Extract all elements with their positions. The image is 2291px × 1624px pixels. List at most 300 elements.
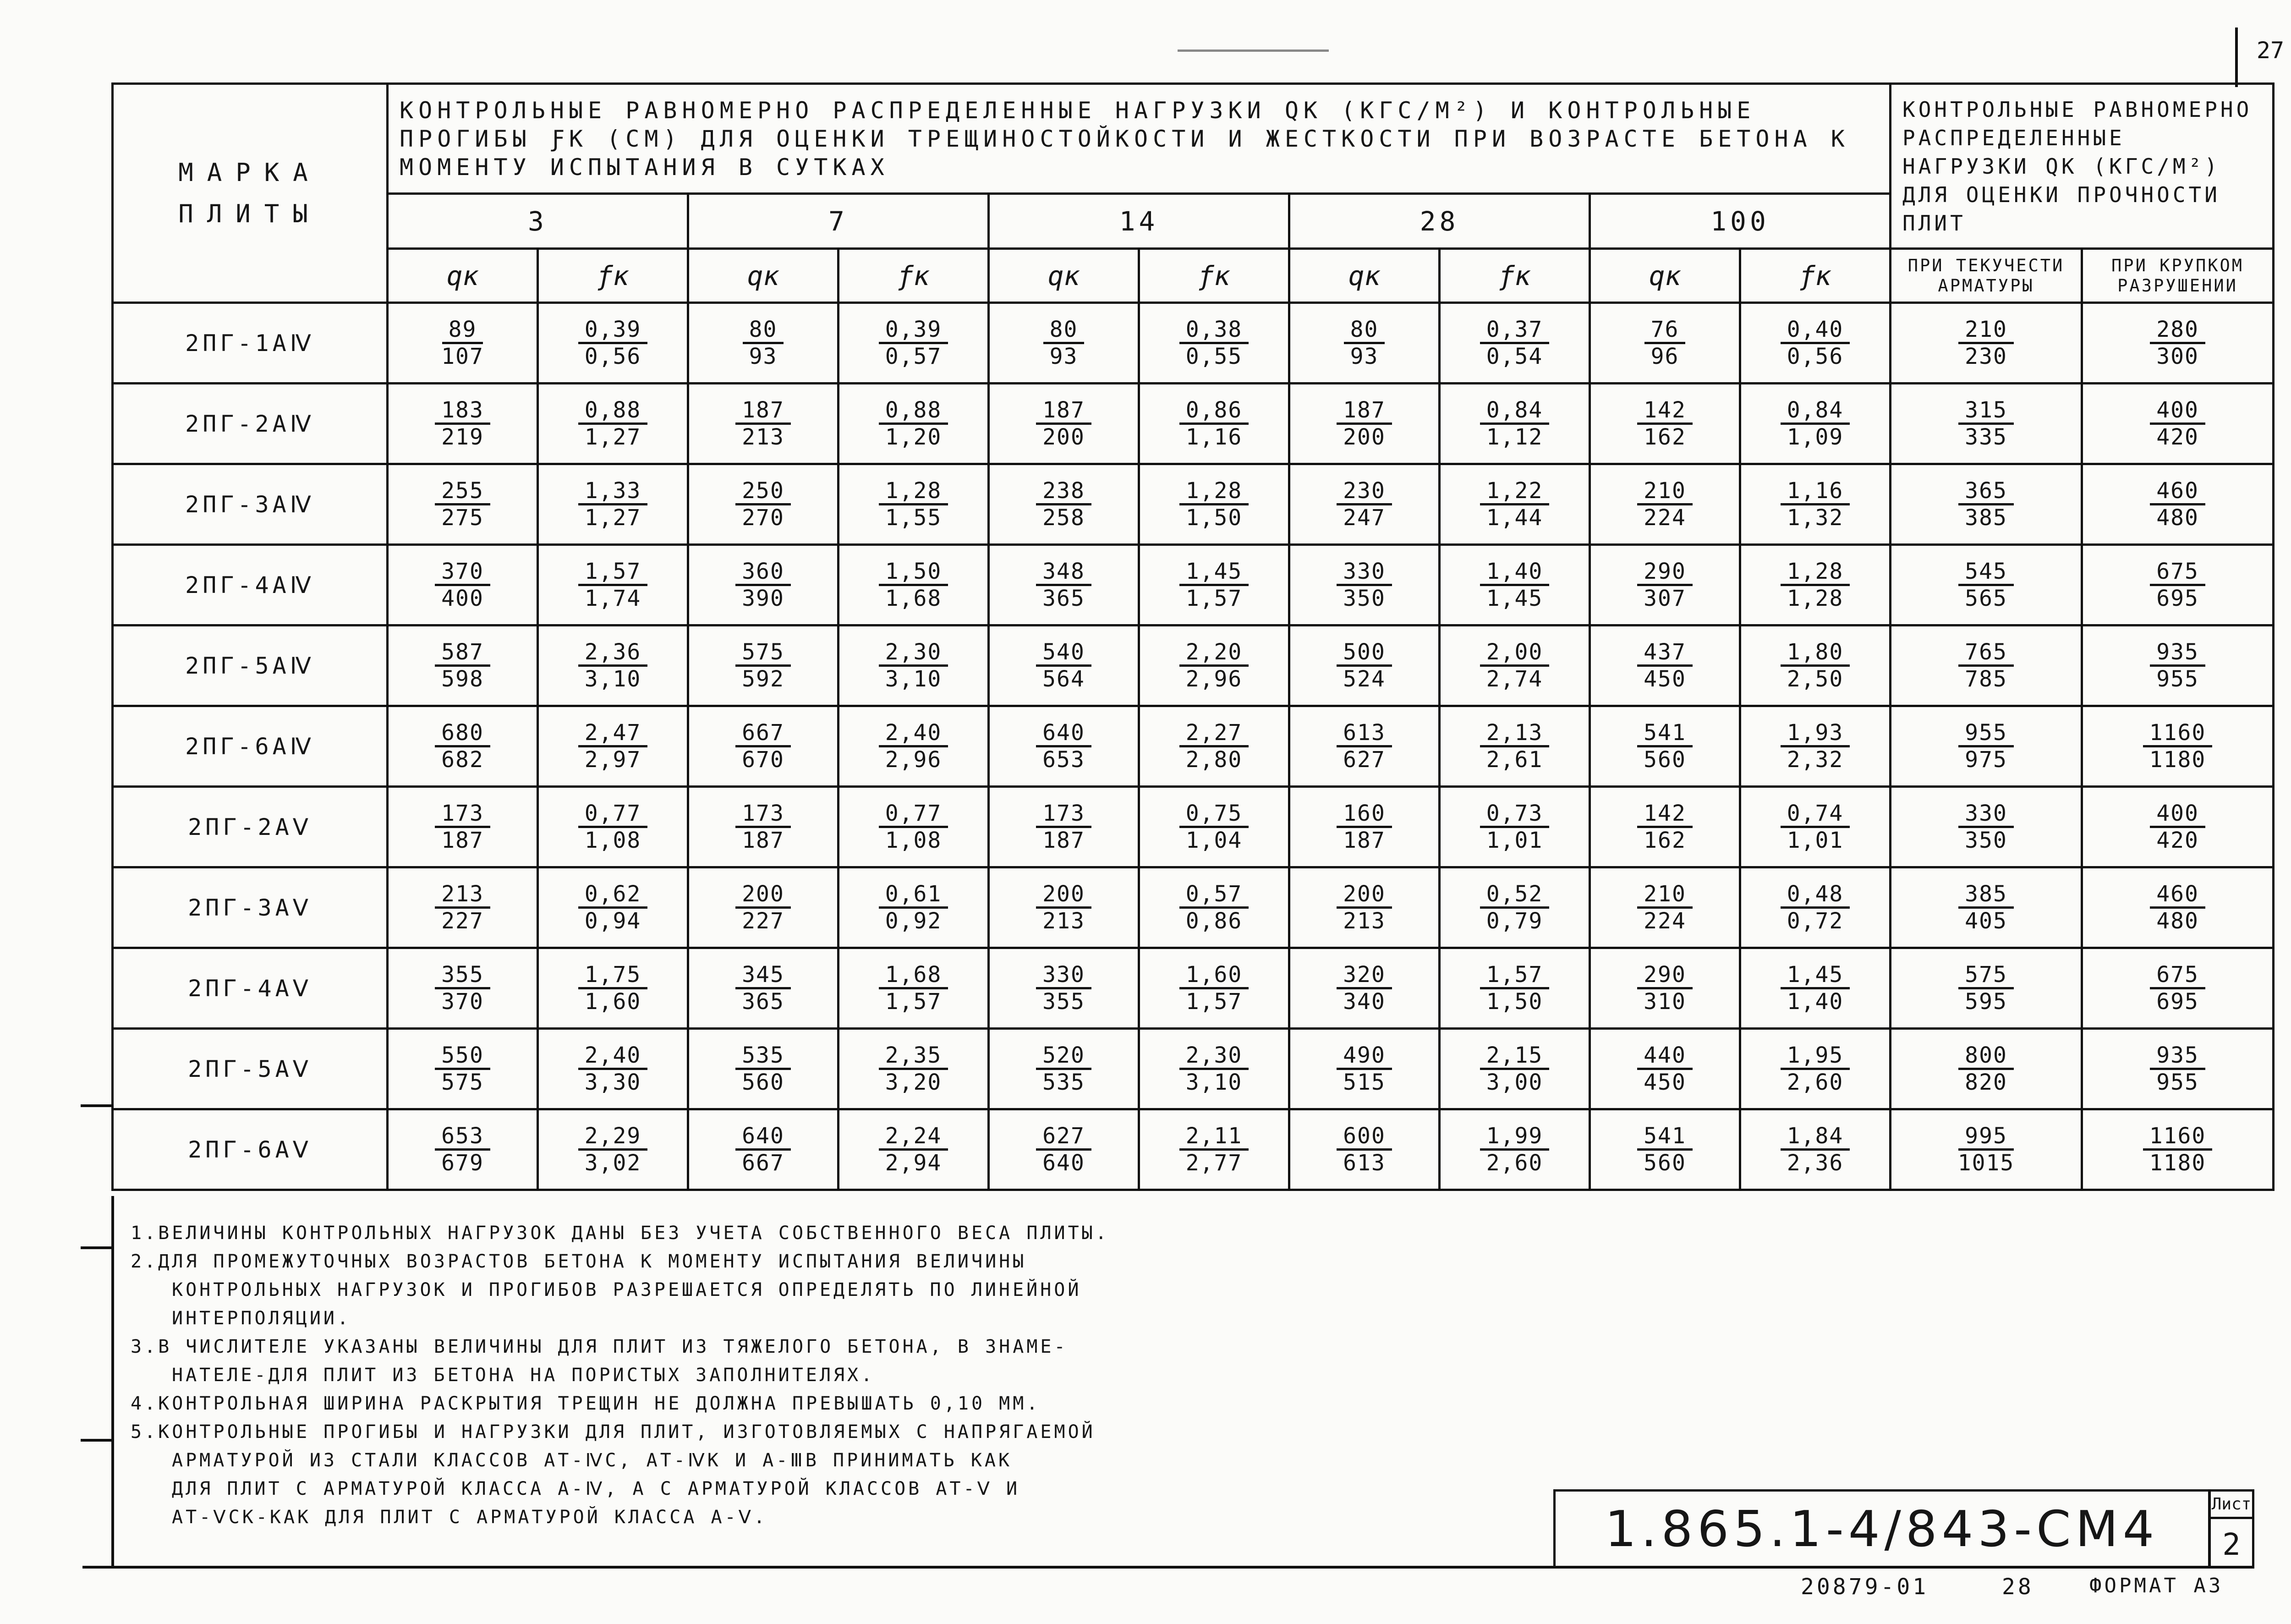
numerator: 400 [2150, 398, 2205, 425]
fraction-value [1344, 317, 1385, 369]
fraction-value [2150, 882, 2205, 933]
numerator: 2,20 [1179, 640, 1249, 667]
fraction-value [1480, 559, 1550, 611]
numerator: 173 [1036, 801, 1091, 828]
inventory-code: 20879-01 [1801, 1574, 1929, 1600]
denominator: 187 [1042, 828, 1085, 853]
numerator: 348 [1036, 559, 1091, 586]
fraction-value [1179, 317, 1249, 369]
numerator: 80 [743, 317, 784, 344]
table-cell [989, 545, 1139, 625]
denominator: 1,40 [1787, 989, 1844, 1015]
table-cell [538, 706, 688, 787]
fraction-value [879, 478, 948, 530]
table-body [113, 303, 2274, 1190]
table-row [113, 545, 2274, 625]
sheet-box [2209, 1489, 2254, 1567]
denominator: 679 [441, 1150, 484, 1176]
denominator: 213 [1042, 908, 1085, 934]
row-label: 2ПГ-6АⅤ [113, 1109, 388, 1190]
denominator: 3,10 [885, 666, 942, 692]
numerator: 550 [435, 1043, 490, 1070]
fraction-value [1480, 1124, 1550, 1175]
q-header: qк [388, 249, 538, 303]
numerator: 330 [1337, 559, 1392, 586]
table-cell [1590, 948, 1740, 1029]
table-cell [1590, 1029, 1740, 1109]
fraction-value [1036, 962, 1091, 1014]
fraction-value [2150, 640, 2205, 691]
table-cell [1289, 464, 1440, 545]
sheet-number: 27 [2256, 37, 2285, 64]
table-cell [839, 867, 989, 948]
fraction-value [1337, 640, 1392, 691]
document-designation: 1.865.1-4/843-СМ4 [1553, 1489, 2210, 1567]
numerator: 0,74 [1781, 801, 1850, 828]
frame-bottom-rule [82, 1566, 2254, 1569]
q-header: qк [688, 249, 839, 303]
denominator: 450 [1644, 666, 1686, 692]
denominator: 258 [1042, 505, 1085, 531]
table-cell [1440, 867, 1590, 948]
denominator: 598 [441, 666, 484, 692]
note-line: АТ-ⅤСК-КАК ДЛЯ ПЛИТ С АРМАТУРОЙ КЛАССА А-Ⅴ. [172, 1507, 768, 1528]
fraction-value [1179, 962, 1249, 1014]
numerator: 76 [1644, 317, 1686, 344]
table-cell [1891, 303, 2082, 384]
numerator: 2,13 [1480, 720, 1550, 747]
fraction-value [1637, 720, 1693, 772]
numerator: 765 [1958, 640, 2014, 667]
fraction-value [1958, 720, 2014, 772]
fraction-value [879, 720, 948, 772]
fraction-value [1179, 398, 1249, 450]
denominator: 2,77 [1185, 1150, 1243, 1176]
denominator: 524 [1343, 666, 1386, 692]
denominator: 2,80 [1185, 747, 1243, 773]
denominator: 355 [1042, 989, 1085, 1015]
denominator: 385 [1965, 505, 2007, 531]
row-label: 2ПГ-3АⅤ [113, 867, 388, 948]
denominator: 0,94 [584, 908, 641, 934]
fraction-value [879, 882, 948, 933]
row-label: 2ПГ-4АⅣ [113, 545, 388, 625]
fraction-value [1179, 1124, 1249, 1175]
table-cell [1289, 948, 1440, 1029]
age-header: 14 [989, 194, 1289, 249]
table-row [113, 384, 2274, 464]
fraction-value [735, 559, 791, 611]
fraction-value [1958, 317, 2014, 369]
numerator: 290 [1637, 559, 1693, 586]
denominator: 307 [1644, 586, 1686, 611]
table-row [113, 706, 2274, 787]
denominator: 3,10 [584, 666, 641, 692]
fraction-value [735, 398, 791, 450]
age-header: 7 [688, 194, 989, 249]
note-item [131, 1247, 1166, 1333]
numerator: 1,45 [1781, 962, 1850, 989]
table-cell [1289, 384, 1440, 464]
table-cell [989, 948, 1139, 1029]
table-cell [839, 1029, 989, 1109]
marka-header: МАРКА ПЛИТЫ [113, 84, 388, 303]
denominator: 560 [1644, 747, 1686, 773]
fraction-value [879, 1043, 948, 1095]
numerator: 0,75 [1179, 801, 1249, 828]
denominator: 0,56 [584, 344, 641, 369]
fraction-value [435, 317, 490, 369]
denominator: 420 [2156, 828, 2199, 853]
denominator: 2,97 [584, 747, 641, 773]
note-item [131, 1333, 1166, 1389]
denominator: 187 [742, 828, 784, 853]
table-cell [1440, 625, 1590, 706]
denominator: 480 [2156, 505, 2199, 531]
row-label: 2ПГ-4АⅤ [113, 948, 388, 1029]
table-cell [1740, 948, 1891, 1029]
failure-header: ПРИ КРУПКОМ РАЗРУШЕНИИ [2082, 249, 2274, 303]
denominator: 1,01 [1787, 828, 1844, 853]
denominator: 1,27 [584, 505, 641, 531]
denominator: 107 [441, 344, 484, 369]
top-dash-mark [1178, 49, 1329, 52]
fraction-value [578, 1124, 648, 1175]
fraction-value [578, 801, 648, 853]
fraction-value [1337, 720, 1392, 772]
numerator: 490 [1337, 1043, 1392, 1070]
table-cell [989, 303, 1139, 384]
yield-header: ПРИ ТЕКУЧЕСТИ АРМАТУРЫ [1891, 249, 2082, 303]
table-cell [1440, 1029, 1590, 1109]
numerator: 600 [1337, 1124, 1392, 1151]
denominator: 247 [1343, 505, 1386, 531]
numerator: 440 [1637, 1043, 1693, 1070]
numerator: 520 [1036, 1043, 1091, 1070]
numerator: 935 [2150, 1043, 2205, 1070]
denominator: 595 [1965, 989, 2007, 1015]
fraction-value [735, 478, 791, 530]
denominator: 695 [2156, 586, 2199, 611]
fraction-value [1644, 317, 1686, 369]
denominator: 162 [1644, 828, 1686, 853]
fraction-value [1179, 720, 1249, 772]
note-number: 3. [131, 1336, 159, 1357]
row-label: 2ПГ-5АⅣ [113, 625, 388, 706]
table-cell [1891, 787, 2082, 867]
numerator: 2,30 [1179, 1043, 1249, 1070]
numerator: 1,16 [1781, 478, 1850, 505]
fraction-value [578, 317, 648, 369]
age-header: 28 [1289, 194, 1590, 249]
fraction-value [1637, 1043, 1693, 1095]
table-cell [388, 384, 538, 464]
numerator: 2,00 [1480, 640, 1550, 667]
notes [131, 1219, 1166, 1531]
numerator: 0,73 [1480, 801, 1550, 828]
denominator: 592 [742, 666, 784, 692]
fraction-value [1781, 398, 1850, 450]
numerator: 675 [2150, 962, 2205, 989]
fraction-value [578, 559, 648, 611]
row-label: 2ПГ-1АⅣ [113, 303, 388, 384]
numerator: 250 [735, 478, 791, 505]
table-cell [839, 384, 989, 464]
fraction-value [1480, 801, 1550, 853]
margin-tick [81, 1246, 113, 1249]
table-row [113, 948, 2274, 1029]
numerator: 0,84 [1781, 398, 1850, 425]
fraction-value [1958, 478, 2014, 530]
table-cell [1139, 867, 1289, 948]
denominator: 335 [1965, 424, 2007, 450]
denominator: 560 [1644, 1150, 1686, 1176]
f-header: ƒк [839, 249, 989, 303]
fraction-value [2150, 478, 2205, 530]
fraction-value [1179, 559, 1249, 611]
table-cell [1891, 625, 2082, 706]
numerator: 2,15 [1480, 1043, 1550, 1070]
note-item [131, 1219, 1166, 1247]
numerator: 1,28 [879, 478, 948, 505]
denominator: 1,16 [1185, 424, 1243, 450]
note-number: 1. [131, 1223, 159, 1244]
fraction-value [1781, 478, 1850, 530]
fraction-value [1043, 317, 1085, 369]
margin-tick [81, 1104, 113, 1107]
table-cell [1139, 706, 1289, 787]
denominator: 2,61 [1486, 747, 1543, 773]
table-cell [2082, 625, 2274, 706]
table-row [113, 1029, 2274, 1109]
table-cell [839, 625, 989, 706]
numerator: 2,24 [879, 1124, 948, 1151]
numerator: 1,57 [578, 559, 648, 586]
fraction-value [1637, 962, 1693, 1014]
table-cell [1891, 464, 2082, 545]
table-cell [538, 545, 688, 625]
table-cell [1440, 1109, 1590, 1190]
note-line: НАТЕЛЕ-ДЛЯ ПЛИТ ИЗ БЕТОНА НА ПОРИСТЫХ ЗАПОЛНИТЕЛЯХ. [172, 1365, 875, 1386]
denominator: 955 [2156, 666, 2199, 692]
numerator: 680 [435, 720, 490, 747]
fraction-value [1337, 1043, 1392, 1095]
fraction-value [1337, 398, 1392, 450]
table-cell [839, 1109, 989, 1190]
numerator: 0,40 [1781, 317, 1850, 344]
denominator: 695 [2156, 989, 2199, 1015]
denominator: 162 [1644, 424, 1686, 450]
numerator: 230 [1337, 478, 1392, 505]
table-cell [538, 948, 688, 1029]
numerator: 0,57 [1179, 882, 1249, 909]
fraction-value [1036, 559, 1091, 611]
table-cell [2082, 787, 2274, 867]
numerator: 80 [1344, 317, 1385, 344]
numerator: 1160 [2143, 720, 2213, 747]
numerator: 210 [1637, 882, 1693, 909]
numerator: 0,84 [1480, 398, 1550, 425]
denominator: 230 [1965, 344, 2007, 369]
denominator: 2,36 [1787, 1150, 1844, 1176]
table-cell [1740, 545, 1891, 625]
numerator: 575 [735, 640, 791, 667]
table-row [113, 303, 2274, 384]
fraction-value [1480, 882, 1550, 933]
fraction-value [2150, 801, 2205, 853]
fraction-value [1036, 882, 1091, 933]
table-cell [1590, 706, 1740, 787]
table-cell [688, 545, 839, 625]
numerator: 330 [1036, 962, 1091, 989]
table-cell [2082, 303, 2274, 384]
denominator: 450 [1644, 1070, 1686, 1095]
denominator: 1,08 [885, 828, 942, 853]
denominator: 400 [441, 586, 484, 611]
numerator: 1,75 [578, 962, 648, 989]
denominator: 1,28 [1787, 586, 1844, 611]
margin-tick [81, 1439, 113, 1442]
table-cell [1440, 384, 1590, 464]
numerator: 1,99 [1480, 1124, 1550, 1151]
fraction-value [1480, 1043, 1550, 1095]
numerator: 200 [1036, 882, 1091, 909]
numerator: 290 [1637, 962, 1693, 989]
table-cell [1139, 625, 1289, 706]
footer-code [1801, 1574, 2034, 1600]
numerator: 653 [435, 1124, 490, 1151]
fraction-value [435, 398, 490, 450]
table-cell [989, 1029, 1139, 1109]
note-item [131, 1389, 1166, 1418]
denominator: 565 [1965, 586, 2007, 611]
fraction-value [1337, 962, 1392, 1014]
table-cell [839, 706, 989, 787]
numerator: 320 [1337, 962, 1392, 989]
table-cell [1590, 867, 1740, 948]
fraction-value [2150, 559, 2205, 611]
table-cell [839, 545, 989, 625]
fraction-value [879, 398, 948, 450]
table-cell [2082, 464, 2274, 545]
denominator: 653 [1042, 747, 1085, 773]
row-label: 2ПГ-6АⅣ [113, 706, 388, 787]
numerator: 360 [735, 559, 791, 586]
table-row [113, 625, 2274, 706]
fraction-value [1337, 1124, 1392, 1175]
denominator: 200 [1343, 424, 1386, 450]
denominator: 96 [1650, 344, 1679, 369]
table-cell [1139, 545, 1289, 625]
row-label: 2ПГ-2АⅤ [113, 787, 388, 867]
denominator: 1,50 [1185, 505, 1243, 531]
table-cell [989, 706, 1139, 787]
numerator: 627 [1036, 1124, 1091, 1151]
numerator: 2,47 [578, 720, 648, 747]
denominator: 975 [1965, 747, 2007, 773]
table-cell [688, 867, 839, 948]
fraction-value [1958, 882, 2014, 933]
fraction-value [735, 1043, 791, 1095]
numerator: 2,40 [578, 1043, 648, 1070]
denominator: 93 [1049, 344, 1078, 369]
table-cell [388, 464, 538, 545]
numerator: 0,62 [578, 882, 648, 909]
fraction-value [879, 317, 948, 369]
numerator: 0,38 [1179, 317, 1249, 344]
table-cell [1289, 1109, 1440, 1190]
numerator: 535 [735, 1043, 791, 1070]
fraction-value [735, 720, 791, 772]
numerator: 0,39 [879, 317, 948, 344]
table-cell [1289, 625, 1440, 706]
fraction-value [1781, 720, 1850, 772]
denominator: 213 [742, 424, 784, 450]
fraction-value [1179, 478, 1249, 530]
denominator: 227 [742, 908, 784, 934]
denominator: 627 [1343, 747, 1386, 773]
fraction-value [1637, 640, 1693, 691]
fraction-value [1781, 962, 1850, 1014]
numerator: 1,57 [1480, 962, 1550, 989]
note-number: 5. [131, 1421, 159, 1443]
numerator: 2,40 [879, 720, 948, 747]
numerator: 210 [1637, 478, 1693, 505]
denominator: 275 [441, 505, 484, 531]
denominator: 300 [2156, 344, 2199, 369]
denominator: 405 [1965, 908, 2007, 934]
q-header: qк [989, 249, 1139, 303]
table-cell [538, 625, 688, 706]
corner-rule [2235, 27, 2238, 87]
fraction-value [578, 962, 648, 1014]
numerator: 587 [435, 640, 490, 667]
fraction-value [1637, 801, 1693, 853]
fraction-value [578, 720, 648, 772]
table-row [113, 464, 2274, 545]
denominator: 365 [1042, 586, 1085, 611]
table-cell [1289, 1029, 1440, 1109]
numerator: 0,88 [578, 398, 648, 425]
denominator: 1,60 [584, 989, 641, 1015]
numerator: 545 [1958, 559, 2014, 586]
denominator: 310 [1644, 989, 1686, 1015]
denominator: 3,00 [1486, 1070, 1543, 1095]
fraction-value [1781, 640, 1850, 691]
note-line: ДЛЯ ПРОМЕЖУТОЧНЫХ ВОЗРАСТОВ БЕТОНА К МОМЕНТУ ИСПЫТАНИЯ ВЕЛИЧИНЫ [158, 1251, 1027, 1272]
numerator: 1,45 [1179, 559, 1249, 586]
table-cell [1740, 625, 1891, 706]
numerator: 935 [2150, 640, 2205, 667]
table-cell [688, 625, 839, 706]
numerator: 210 [1958, 317, 2014, 344]
note-line: ВЕЛИЧИНЫ КОНТРОЛЬНЫХ НАГРУЗОК ДАНЫ БЕЗ УЧЕТА СОБСТВЕННОГО ВЕСА ПЛИТЫ. [158, 1223, 1109, 1244]
table-cell [989, 787, 1139, 867]
fraction-value [1179, 801, 1249, 853]
table-cell [538, 1109, 688, 1190]
numerator: 1,22 [1480, 478, 1550, 505]
numerator: 142 [1637, 801, 1693, 828]
numerator: 345 [735, 962, 791, 989]
table-cell [1289, 787, 1440, 867]
fraction-value [578, 478, 648, 530]
table-cell [538, 303, 688, 384]
denominator: 0,54 [1486, 344, 1543, 369]
numerator: 89 [442, 317, 483, 344]
numerator: 187 [1337, 398, 1392, 425]
fraction-value [1036, 478, 1091, 530]
table-cell [388, 787, 538, 867]
